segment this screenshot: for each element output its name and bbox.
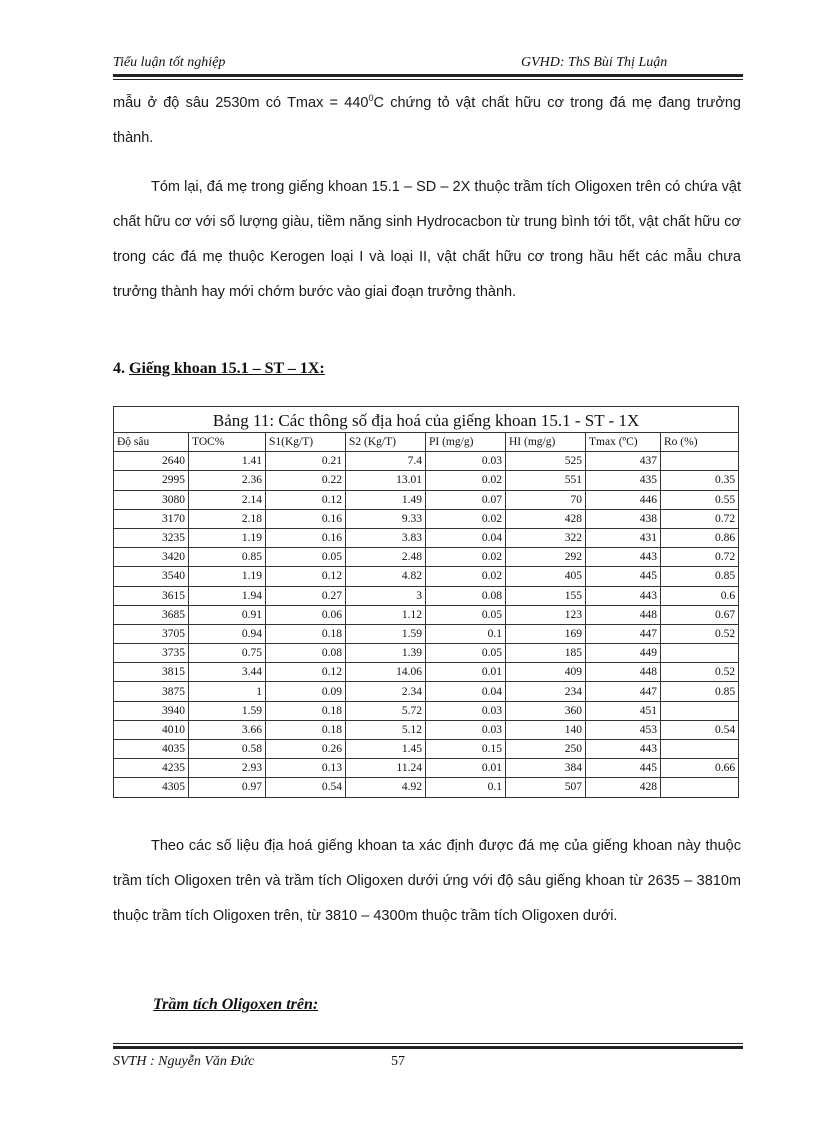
table-cell: 322: [506, 528, 586, 547]
table-row: [114, 644, 739, 663]
table-row: [114, 720, 739, 739]
table-row: [114, 528, 739, 547]
table-cell: 0.85: [661, 682, 739, 701]
table-cell: 0.07: [426, 490, 506, 509]
intro-text-b: C chứng tỏ vật chất hữu cơ trong đá mẹ đang trưởng thành.: [113, 94, 741, 146]
table-cell: 0.86: [661, 528, 739, 547]
table-cell: 1.49: [346, 490, 426, 509]
table-cell: 1.45: [346, 740, 426, 759]
table-cell: 0.54: [266, 778, 346, 797]
conclusion-paragraph: [113, 829, 741, 934]
col-header: S2 (Kg/T): [346, 433, 426, 452]
intro-paragraph: [113, 81, 741, 156]
table-cell: 2.48: [346, 548, 426, 567]
table-cell: 438: [586, 509, 661, 528]
col-header: Tmax (ºC): [586, 433, 661, 452]
footer-rule: [113, 1043, 743, 1049]
table-cell: 3.66: [189, 720, 266, 739]
table-cell: 0.03: [426, 452, 506, 471]
table-cell: 13.01: [346, 471, 426, 490]
table-cell: 2995: [114, 471, 189, 490]
table-cell: 0.04: [426, 682, 506, 701]
table-cell: 443: [586, 548, 661, 567]
table-cell: 250: [506, 740, 586, 759]
col-header: Độ sâu: [114, 433, 189, 452]
table-cell: 447: [586, 624, 661, 643]
table-cell: 445: [586, 759, 661, 778]
table-cell: 507: [506, 778, 586, 797]
summary-text: Tóm lại, đá mẹ trong giếng khoan 15.1 – SD – 2X thuộc trầm tích Oligoxen trên có chứa vật chất hữu cơ với số lượng giàu, tiềm năng sinh Hydrocacbon từ trung bình tới tốt, vật chất hữu cơ trong các đá mẹ thuộc Kerogen loại I và loại II, vật chất hữu cơ trong hầu hết các mẫu chưa trưởng thành hay mới chớm bước vào giai đoạn trưởng thành.: [113, 179, 741, 300]
table-cell: 453: [586, 720, 661, 739]
table-cell: 0.72: [661, 548, 739, 567]
table-cell: 0.22: [266, 471, 346, 490]
table-cell: 0.35: [661, 471, 739, 490]
table-row: [114, 471, 739, 490]
table-cell: 0.03: [426, 701, 506, 720]
table-cell: 140: [506, 720, 586, 739]
table-cell: 0.13: [266, 759, 346, 778]
table-cell: 446: [586, 490, 661, 509]
table-cell: 2.34: [346, 682, 426, 701]
table-row: [114, 759, 739, 778]
table-cell: 3.44: [189, 663, 266, 682]
table-cell: 360: [506, 701, 586, 720]
geochem-table: [113, 406, 739, 798]
table-cell: 0.18: [266, 624, 346, 643]
conclusion-text: Theo các số liệu địa hoá giếng khoan ta xác định được đá mẹ của giếng khoan này thuộc trầm tích Oligoxen trên và trầm tích Oligoxen dưới ứng với độ sâu giếng khoan từ 2635 – 3810m thuộc trầm tích Oligoxen trên, từ 3810 – 4300m thuộc trầm tích Oligoxen dưới.: [113, 838, 741, 924]
col-header: S1(Kg/T): [266, 433, 346, 452]
table-cell: 0.1: [426, 624, 506, 643]
table-cell: 5.12: [346, 720, 426, 739]
table-cell: 9.33: [346, 509, 426, 528]
table-cell: 3940: [114, 701, 189, 720]
table-cell: [661, 452, 739, 471]
table-cell: 0.18: [266, 701, 346, 720]
table-cell: 3705: [114, 624, 189, 643]
table-cell: 3.83: [346, 528, 426, 547]
table-cell: 3615: [114, 586, 189, 605]
table-cell: 0.01: [426, 663, 506, 682]
table-cell: 3815: [114, 663, 189, 682]
table-cell: 70: [506, 490, 586, 509]
table-row: [114, 490, 739, 509]
table-cell: 0.02: [426, 509, 506, 528]
table-cell: 448: [586, 605, 661, 624]
table-cell: 3540: [114, 567, 189, 586]
table-cell: 0.02: [426, 471, 506, 490]
table-cell: 0.15: [426, 740, 506, 759]
table-cell: 443: [586, 586, 661, 605]
table-cell: 0.02: [426, 567, 506, 586]
section-heading: [113, 360, 325, 378]
table-row: [114, 778, 739, 797]
table-cell: 0.01: [426, 759, 506, 778]
table-cell: 0.54: [661, 720, 739, 739]
table-cell: 1.41: [189, 452, 266, 471]
table-cell: 0.85: [661, 567, 739, 586]
table-cell: 0.97: [189, 778, 266, 797]
table-cell: 0.52: [661, 624, 739, 643]
table-cell: 0.09: [266, 682, 346, 701]
table-cell: [661, 740, 739, 759]
table-cell: 169: [506, 624, 586, 643]
table-cell: 0.02: [426, 548, 506, 567]
table-cell: 14.06: [346, 663, 426, 682]
col-header: Ro (%): [661, 433, 739, 452]
table-cell: 2.93: [189, 759, 266, 778]
table-cell: 3235: [114, 528, 189, 547]
table-cell: 2.36: [189, 471, 266, 490]
table-cell: 1.94: [189, 586, 266, 605]
table-cell: 0.94: [189, 624, 266, 643]
table-cell: 0.85: [189, 548, 266, 567]
table-cell: [661, 778, 739, 797]
table-cell: 409: [506, 663, 586, 682]
table-cell: 4.92: [346, 778, 426, 797]
table-cell: 447: [586, 682, 661, 701]
table-cell: 437: [586, 452, 661, 471]
table-cell: 428: [586, 778, 661, 797]
table-cell: 0.58: [189, 740, 266, 759]
table-row: [114, 740, 739, 759]
table-cell: 448: [586, 663, 661, 682]
table-title-row: [114, 407, 739, 433]
table-row: [114, 586, 739, 605]
table-cell: 155: [506, 586, 586, 605]
table-row: [114, 567, 739, 586]
table-cell: 3170: [114, 509, 189, 528]
table-cell: 3875: [114, 682, 189, 701]
table-cell: 0.66: [661, 759, 739, 778]
table-cell: 0.67: [661, 605, 739, 624]
table-cell: 4010: [114, 720, 189, 739]
table-row: [114, 509, 739, 528]
table-row: [114, 624, 739, 643]
table-cell: 1: [189, 682, 266, 701]
intro-text-a: mẫu ở độ sâu 2530m có Tmax = 440: [113, 94, 369, 111]
table-cell: 405: [506, 567, 586, 586]
table-cell: 11.24: [346, 759, 426, 778]
table-cell: 1.12: [346, 605, 426, 624]
table-cell: 0.1: [426, 778, 506, 797]
table-cell: 435: [586, 471, 661, 490]
table-cell: 0.72: [661, 509, 739, 528]
table-cell: 3080: [114, 490, 189, 509]
table-cell: 0.16: [266, 528, 346, 547]
table-row: [114, 663, 739, 682]
table-title: Bảng 11: Các thông số địa hoá của giếng khoan 15.1 - ST - 1X: [114, 407, 739, 433]
table-cell: 431: [586, 528, 661, 547]
table-cell: 5.72: [346, 701, 426, 720]
table-cell: 0.12: [266, 663, 346, 682]
table-cell: 525: [506, 452, 586, 471]
table-cell: 1.59: [346, 624, 426, 643]
table-cell: 123: [506, 605, 586, 624]
table-cell: 0.55: [661, 490, 739, 509]
table-cell: 4035: [114, 740, 189, 759]
table-cell: 0.05: [266, 548, 346, 567]
table-header-row: [114, 433, 739, 452]
page-number: 57: [391, 1054, 405, 1069]
table-cell: 0.12: [266, 490, 346, 509]
table-cell: 2.18: [189, 509, 266, 528]
table-row: [114, 605, 739, 624]
table-cell: 234: [506, 682, 586, 701]
table-cell: 1.39: [346, 644, 426, 663]
table-cell: 4.82: [346, 567, 426, 586]
table-cell: 0.75: [189, 644, 266, 663]
table-row: [114, 682, 739, 701]
table-row: [114, 452, 739, 471]
footer-author: SVTH : Nguyễn Văn Đức: [113, 1054, 255, 1069]
table-cell: 1.59: [189, 701, 266, 720]
table-cell: 0.27: [266, 586, 346, 605]
header-title: Tiểu luận tốt nghiệp: [113, 55, 226, 70]
table-cell: 0.6: [661, 586, 739, 605]
table-cell: 0.05: [426, 605, 506, 624]
table-cell: 3685: [114, 605, 189, 624]
table-cell: 0.26: [266, 740, 346, 759]
table-cell: 0.91: [189, 605, 266, 624]
table-cell: 445: [586, 567, 661, 586]
table-cell: 7.4: [346, 452, 426, 471]
table-cell: 1.19: [189, 528, 266, 547]
section-number: 4.: [113, 360, 125, 377]
table-cell: [661, 701, 739, 720]
table-cell: 384: [506, 759, 586, 778]
table-cell: 0.21: [266, 452, 346, 471]
table-cell: 449: [586, 644, 661, 663]
table-cell: 0.16: [266, 509, 346, 528]
table-cell: 0.03: [426, 720, 506, 739]
intro-superscript: 0: [368, 93, 374, 103]
header-rule: [113, 74, 743, 80]
table-cell: 0.05: [426, 644, 506, 663]
table-cell: 0.08: [426, 586, 506, 605]
table-cell: 0.08: [266, 644, 346, 663]
table-cell: 185: [506, 644, 586, 663]
col-header: PI (mg/g): [426, 433, 506, 452]
table-row: [114, 548, 739, 567]
subsection-heading: Trầm tích Oligoxen trên:: [153, 996, 319, 1013]
table-cell: 292: [506, 548, 586, 567]
table-cell: 0.12: [266, 567, 346, 586]
table-cell: 0.06: [266, 605, 346, 624]
table-cell: 0.52: [661, 663, 739, 682]
table-row: [114, 701, 739, 720]
table-cell: 3735: [114, 644, 189, 663]
section-title: Giếng khoan 15.1 – ST – 1X:: [129, 360, 325, 377]
table-cell: 443: [586, 740, 661, 759]
summary-paragraph: [113, 170, 741, 310]
table-cell: 0.04: [426, 528, 506, 547]
table-cell: 2640: [114, 452, 189, 471]
table-cell: 3420: [114, 548, 189, 567]
table-cell: 0.18: [266, 720, 346, 739]
table-cell: 4235: [114, 759, 189, 778]
table-cell: [661, 644, 739, 663]
header-advisor: GVHD: ThS Bùi Thị Luận: [521, 55, 668, 70]
table-cell: 4305: [114, 778, 189, 797]
table-cell: 428: [506, 509, 586, 528]
table-cell: 2.14: [189, 490, 266, 509]
table-cell: 1.19: [189, 567, 266, 586]
table-cell: 3: [346, 586, 426, 605]
col-header: TOC%: [189, 433, 266, 452]
col-header: HI (mg/g): [506, 433, 586, 452]
table-cell: 551: [506, 471, 586, 490]
table-cell: 451: [586, 701, 661, 720]
